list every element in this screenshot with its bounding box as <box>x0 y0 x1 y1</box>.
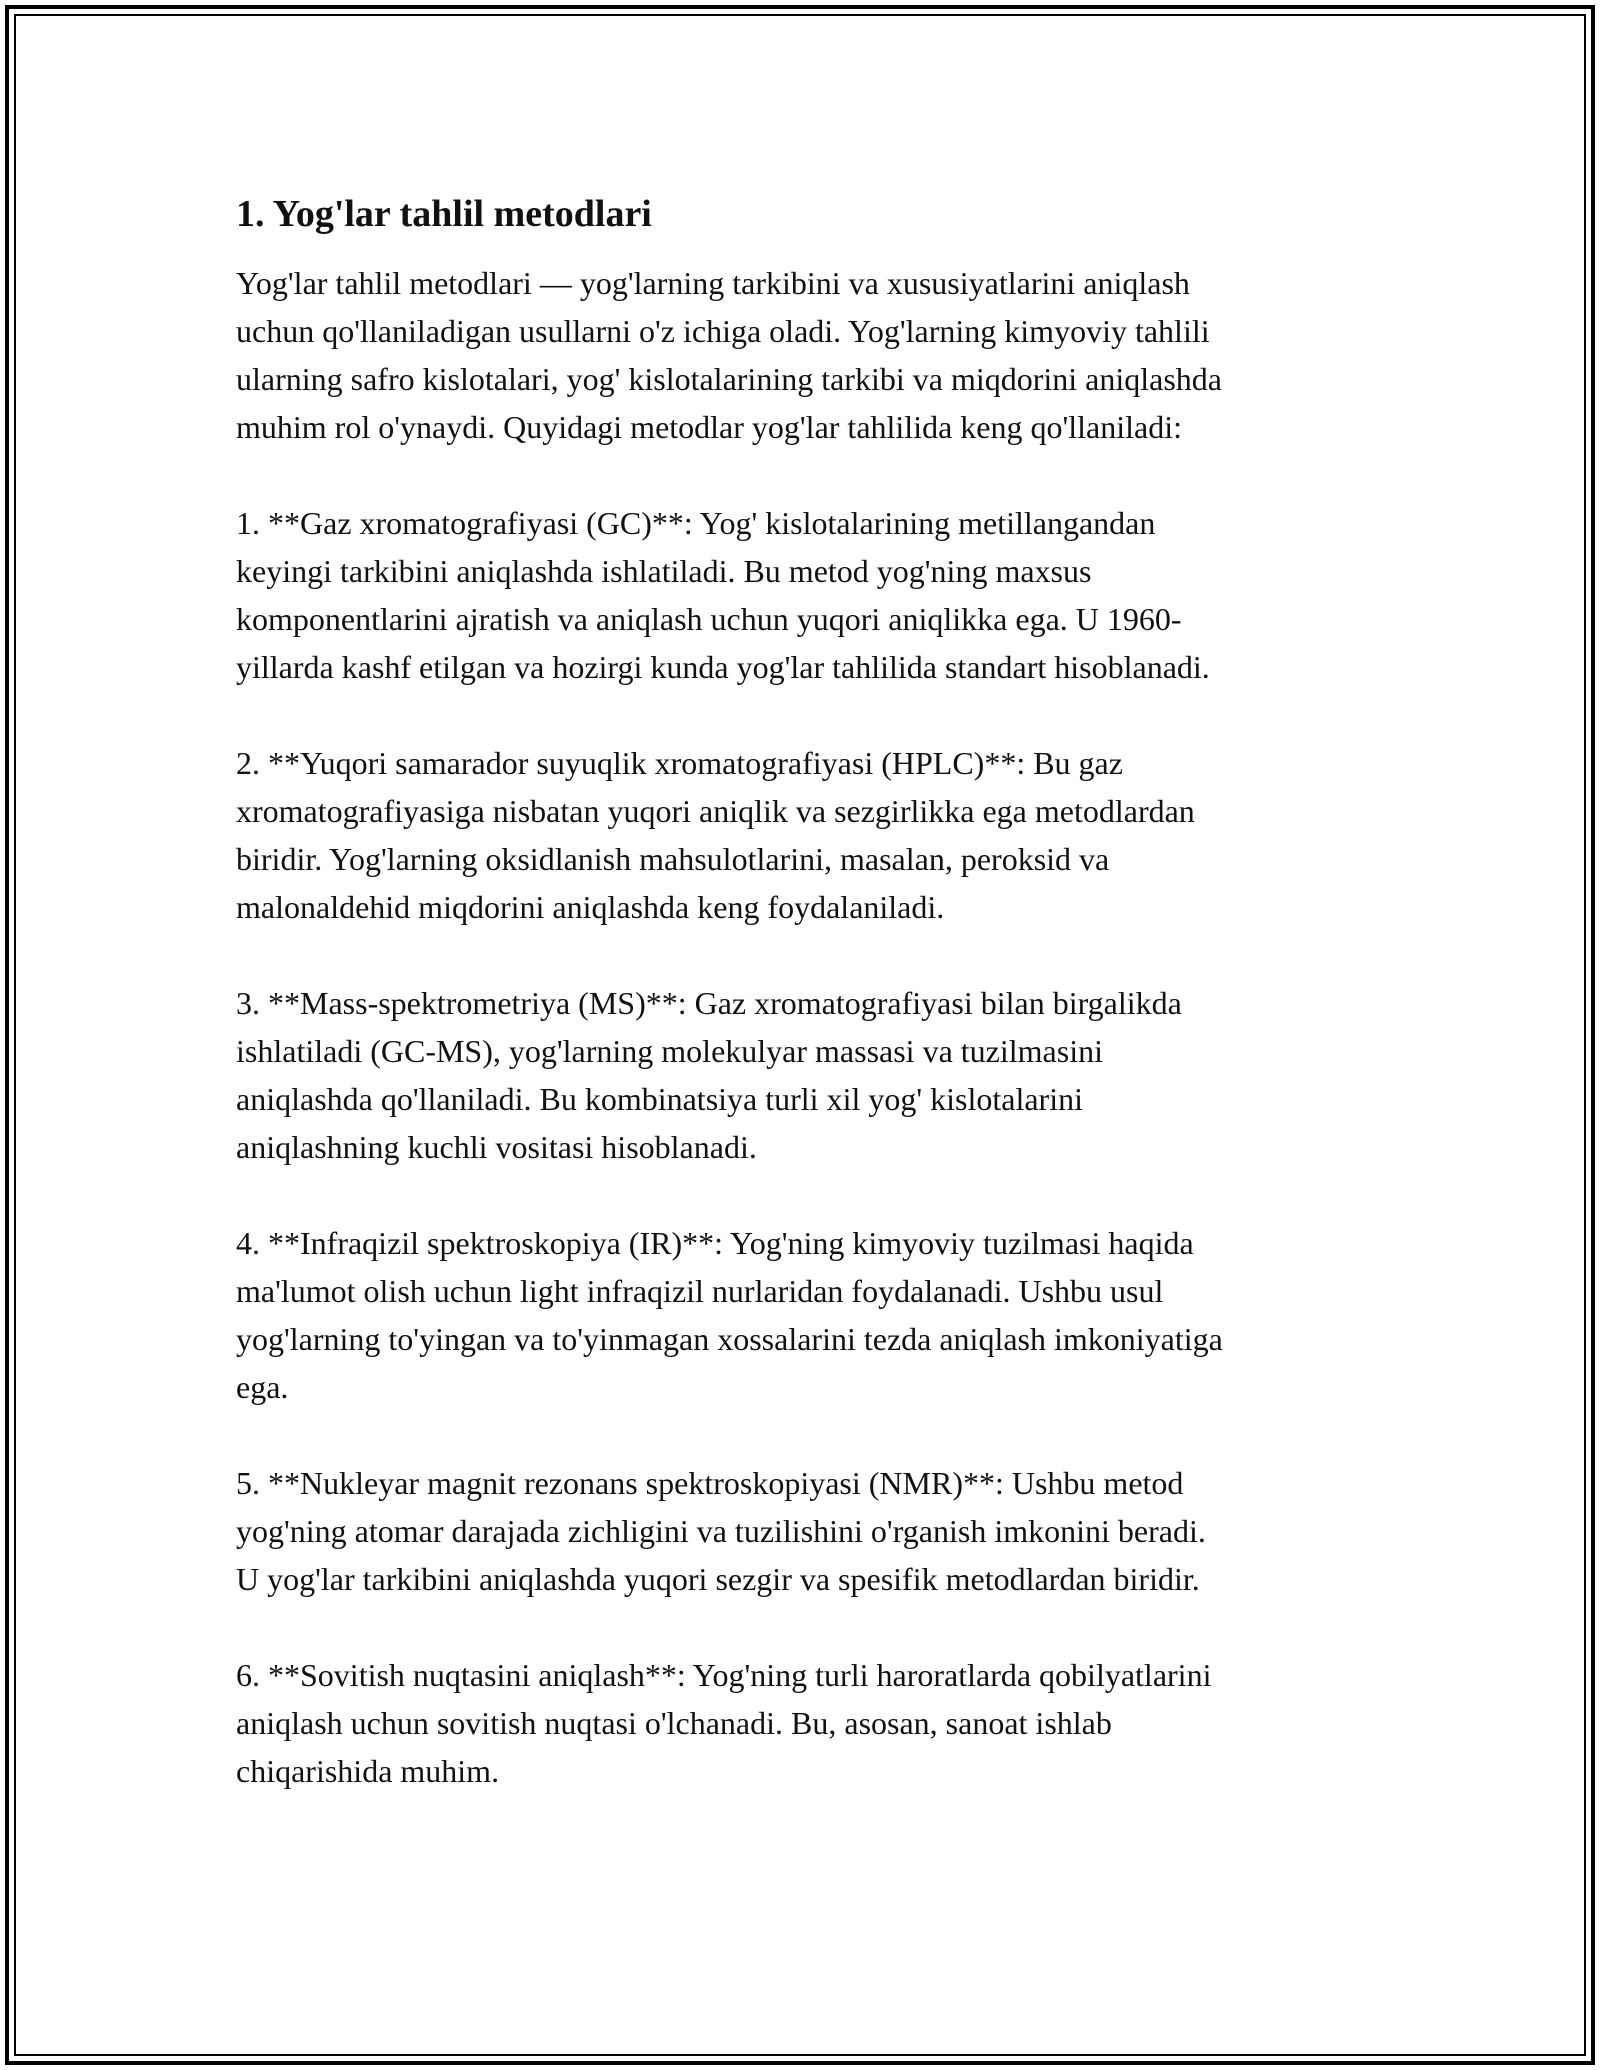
method-nmr-paragraph: 5. **Nukleyar magnit rezonans spektroskopiyasi (NMR)**: Ushbu metod yog'ning atomar darajada zichligini va tuzilishini o'rganish imkonini beradi. U yog'lar tarkibini aniqlashda yuqori sezgir va spesifik metodlardan biridir. <box>236 1465 1206 1597</box>
method-ir-paragraph: 4. **Infraqizil spektroskopiya (IR)**: Yog'ning kimyoviy tuzilmasi haqida ma'lumot olish uchun light infraqizil nurlaridan foydalanadi. Ushbu usul yog'larning to'yingan va to'yinmagan xossalarini tezda aniqlash imkoniyatiga ega. <box>236 1225 1223 1405</box>
section-title: 1. Yog'lar tahlil metodlari <box>236 193 652 235</box>
method-ms-paragraph: 3. **Mass-spektrometriya (MS)**: Gaz xromatografiyasi bilan birgalikda ishlatiladi (GC-MS), yog'larning molekulyar massasi va tuzilmasini aniqlashda qo'llaniladi. Bu kombinatsiya turli xil yog' kislotalarini aniqlashning kuchli vositasi hisoblanadi. <box>236 985 1182 1165</box>
method-cooling-point-paragraph: 6. **Sovitish nuqtasini aniqlash**: Yog'ning turli haroratlarda qobilyatlarini aniqlash uchun sovitish nuqtasi o'lchanadi. Bu, asosan, sanoat ishlab chiqarishida muhim. <box>236 1657 1212 1789</box>
method-hplc-paragraph: 2. **Yuqori samarador suyuqlik xromatografiyasi (HPLC)**: Bu gaz xromatografiyasiga nisbatan yuqori aniqlik va sezgirlikka ega metodlardan biridir. Yog'larning oksidlanish mahsulotlarini, masalan, peroksid va malonaldehid miqdorini aniqlashda keng foydalaniladi. <box>236 745 1195 925</box>
intro-paragraph: Yog'lar tahlil metodlari — yog'larning tarkibini va xususiyatlarini aniqlash uchun qo'llaniladigan usullarni o'z ichiga oladi. Yog'larning kimyoviy tahlili ularning safro kislotalari, yog' kislotalarining tarkibi va miqdorini aniqlashda muhim rol o'ynaydi. Quyidagi metodlar yog'lar tahlilida keng qo'llaniladi: <box>236 265 1222 445</box>
method-gc-paragraph: 1. **Gaz xromatografiyasi (GC)**: Yog' kislotalarining metillangandan keyingi tarkibini aniqlashda ishlatiladi. Bu metod yog'ning maxsus komponentlarini ajratish va aniqlash uchun yuqori aniqlikka ega. U 1960- yillarda kashf etilgan va hozirgi kunda yog'lar tahlilida standart hisoblanadi. <box>236 505 1210 685</box>
document-body <box>236 188 1376 1795</box>
